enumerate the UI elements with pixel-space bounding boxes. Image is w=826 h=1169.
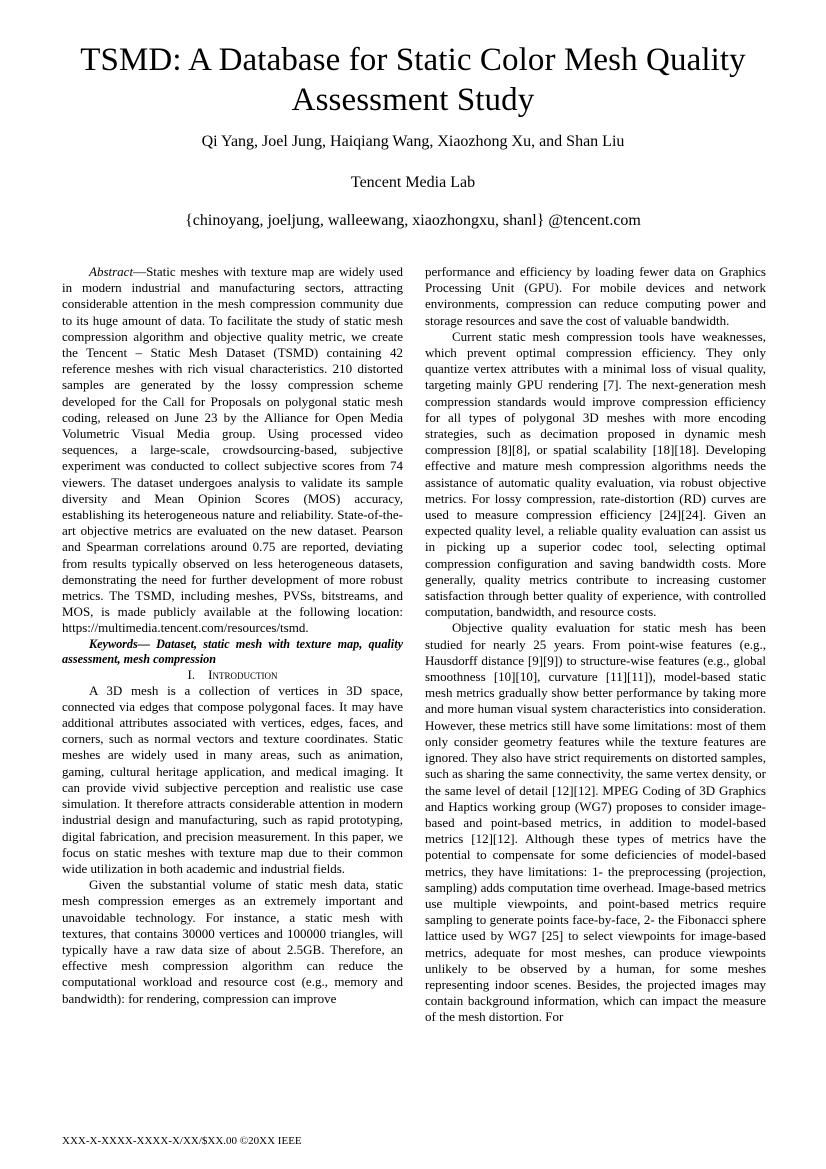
abstract-text: —Static meshes with texture map are widely used in modern industrial and manufacturing sectors, attracting considerable attention in the mesh compression community due to its huge amount of data. To facilitate the study of static mesh compression algorithm and objective quality metric, we create the Tencent – Static Mesh Dataset (TSMD) containing 42 reference meshes with rich visual characteristics. 210 distorted samples are generated by the lossy compression scheme developed for the Call for Proposals on polygonal static mesh coding, released on June 23 by the Alliance for Open Media Volumetric Visual Media group. Using processed video sequences, a large-scale, crowdsourcing-based, subjective experiment was conducted to collect subjective scores from 74 viewers. The dataset undergoes analysis to validate its sample diversity and Mean Opinion Scores (MOS) accuracy, establishing its heterogeneous nature and reliability. State-of-the-art objective metrics are evaluated on the new dataset. Pearson and Spearman correlations around 0.75 are reported, deviating from results typically observed on less heterogeneous datasets, demonstrating the need for further development of more robust metrics. The TSMD, including meshes, PVSs, bitstreams, and MOS, is made publicly available at the following location: https://multimedia.tencent.com/resources/tsmd. — [62, 264, 403, 636]
section-heading-introduction — [62, 667, 403, 683]
affiliation: Tencent Media Lab — [350, 174, 476, 191]
left-column — [62, 264, 403, 1007]
copyright-footer: XXX-X-XXXX-XXXX-X/XX/$XX.00 ©20XX IEEE — [62, 1135, 302, 1147]
paper-title: TSMD: A Database for Static Color Mesh Quality Assessment Study — [80, 42, 746, 118]
intro-paragraph: A 3D mesh is a collection of vertices in 3D space, connected via edges that compose polygonal faces. It may have additional attributes associated with vertices, edges, faces, and corners, such as normal vectors and texture coordinates. Static meshes are widely used in many areas, such as animation, gaming, cultural heritage application, and medical imaging. It can provide vivid subjective perception and realistic use case simulation. It therefore attracts considerable attention in modern industrial design and manufacturing, such as rapid prototyping, digital fabrication, and precision measurement. In this paper, we focus on static meshes with texture map due to their common wide utilization in both academic and industrial fields. — [62, 682, 403, 876]
author-emails: {chinoyang, joeljung, walleewang, xiaozhongxu, shanl} @tencent.com — [185, 212, 641, 229]
keywords: Keywords— Dataset, static mesh with texture map, quality assessment, mesh compression — [62, 636, 403, 666]
abstract-label: Abstract — [89, 264, 134, 279]
section-title: Introduction — [208, 666, 278, 682]
body-paragraph: Objective quality evaluation for static mesh has been studied for nearly 25 years. From point-wise features (e.g., Hausdorff distance [9][9]) to structure-wise features (e.g., global smoothness [10][10], curvature [11][11]), model-based static mesh metrics gradually show better performance by taking more and more human visual system characteristics into consideration. However, these metrics still have some limitations: most of them only consider geometry features while the texture features are ignored. They also have strict requirements on distorted samples, such as sharing the same connectivity, the same vertex density, or the same level of detail [12][12]. MPEG Coding of 3D Graphics and Haptics working group (WG7) proposes to consider image-based and point-based metrics, in addition to model-based metrics [12][12]. Although these types of metrics have the potential to compensate for some deficiencies of model-based metrics, they have limitations: 1- the preprocessing (projection, sampling) adds computation time overhead. Image-based metrics use multiple viewpoints, and point-based metrics require sampling to generate points face-by-face, 2- the Fibonacci sphere lattice used by WG7 [25] to select viewpoints for image-based metrics, adequate for most meshes, can produce viewpoints unlikely to be observed by a human, for some meshes representing indoor scenes. Besides, the projected images may contain background information, which can impact the measure of the mesh distortion. For — [425, 620, 766, 1025]
body-paragraph: performance and efficiency by loading fewer data on Graphics Processing Unit (GPU). For mobile devices and network environments, compression can reduce computing power and storage resources and save the cost of valuable bandwidth. — [425, 264, 766, 328]
intro-paragraph: Given the substantial volume of static mesh data, static mesh compression emerges as an extremely important and unavoidable technology. For instance, a static mesh with textures, that contains 30000 vertices and 100000 triangles, will typically have a raw data size of about 2.5GB. Therefore, an effective mesh compression algorithm can reduce the computational workload and resource cost (e.g., memory and bandwidth): for rendering, compression can improve — [62, 877, 403, 1006]
right-column — [425, 264, 766, 1026]
body-paragraph: Current static mesh compression tools have weaknesses, which prevent optimal compression efficiency. They only quantize vertex attributes with a minimal loss of visual quality, targeting mainly GPU rendering [7]. The next-generation mesh compression standards would improve compression efficiency for all types of polygonal 3D meshes with more encoding strategies, such as decimation proposed in dynamic mesh compression [8][8], or spatial scalability [18][18]. Developing effective and mature mesh compression algorithms needs the assistance of automatic quality evaluation, via robust objective metrics. For lossy compression, rate-distortion (RD) curves are used to measure compression efficiency [24][24]. Given an expected quality level, a reliable quality evaluation can assist us in picking up a superior codec tool, selecting optimal compression configuration and saving bandwidth costs. More generally, quality metrics contribute to increasing customer satisfaction through better quality of experience, with controlled computation, bandwidth, and resource costs. — [425, 328, 766, 620]
abstract-paragraph — [62, 264, 403, 637]
section-number: I. — [187, 666, 196, 682]
author-list: Qi Yang, Joel Jung, Haiqiang Wang, Xiaozhong Xu, and Shan Liu — [201, 133, 625, 150]
